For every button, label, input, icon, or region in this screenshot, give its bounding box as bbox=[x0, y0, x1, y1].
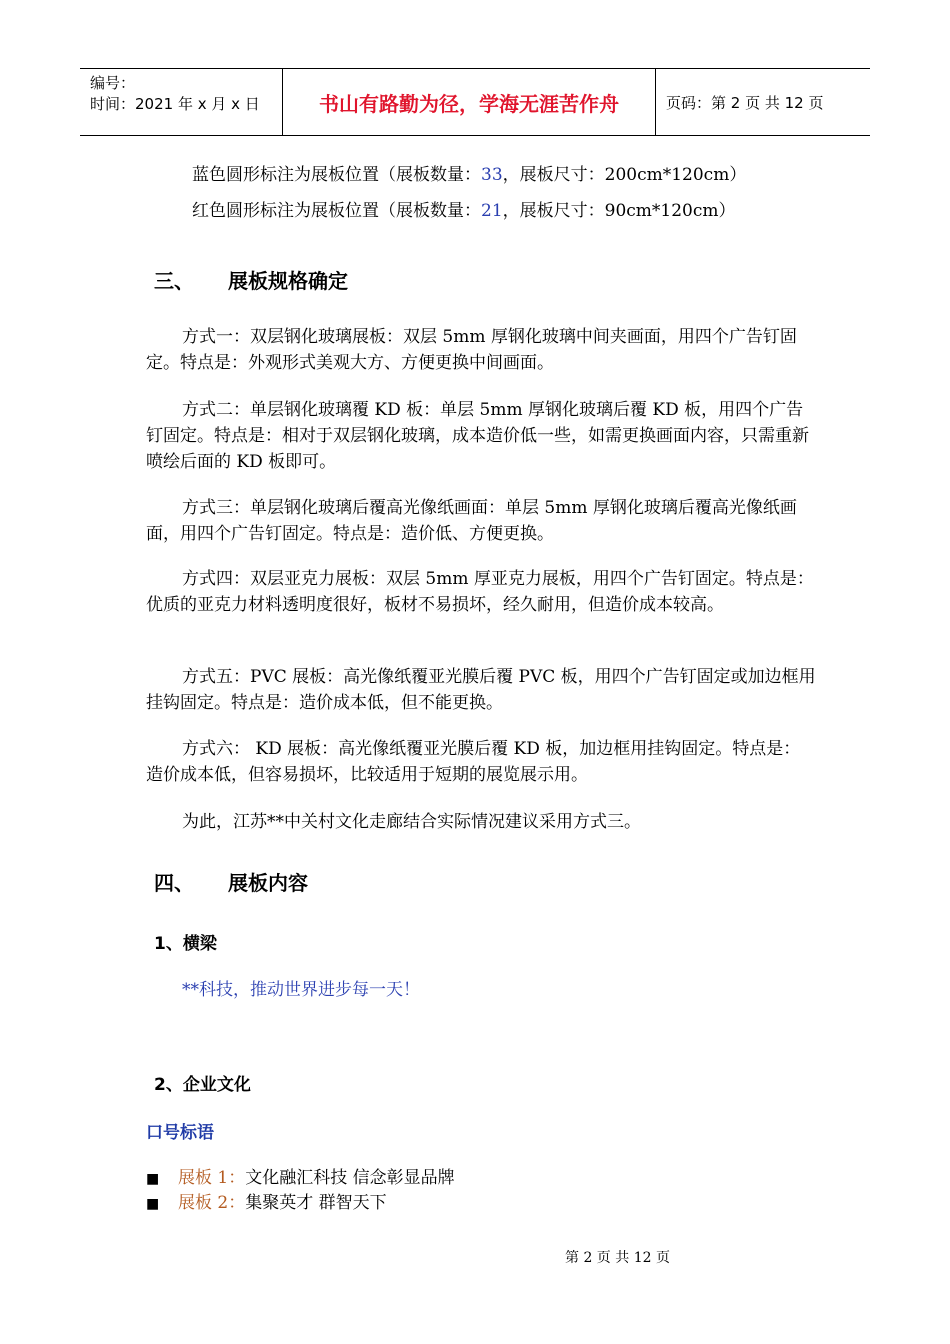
section-4-heading: 四、 展板内容 bbox=[154, 871, 308, 895]
beam-slogan: **科技，推动世界进步每一天！ bbox=[182, 980, 420, 1000]
document-number-label: 编号： bbox=[90, 74, 136, 92]
header-page-info: 页码：第 2 页 共 12 页 bbox=[666, 93, 824, 112]
section-3-heading: 三、 展板规格确定 bbox=[154, 269, 348, 293]
blue-count: 33 bbox=[481, 165, 503, 185]
subheading-culture: 2、企业文化 bbox=[154, 1075, 251, 1095]
paragraph-method-5: 方式五：PVC 展板：高光像纸覆亚光膜后覆 PVC 板，用四个广告钉固定或加边框用挂钩固定。特点是：造价成本低，但不能更换。 bbox=[146, 667, 816, 713]
blue-marker-note: 蓝色圆形标注为展板位置（展板数量：33，展板尺寸：200cm*120cm） bbox=[192, 165, 747, 185]
list-item: ■ 展板 1：文化融汇科技 信念彰显品牌 bbox=[146, 1168, 455, 1188]
document-date: 时间：2021 年 x 月 x 日 bbox=[90, 95, 260, 113]
header-motto: 书山有路勤为径，学海无涯苦作舟 bbox=[282, 69, 656, 135]
slogan-heading: 口号标语 bbox=[146, 1123, 214, 1143]
header-meta bbox=[80, 69, 282, 135]
page-header bbox=[80, 68, 870, 136]
black-square-icon: ■ bbox=[146, 1171, 160, 1187]
paragraph-method-4: 方式四：双层亚克力展板：双层 5mm 厚亚克力展板，用四个广告钉固定。特点是：优质的亚克力材料透明度很好，板材不易损坏，经久耐用，但造价成本较高。 bbox=[146, 569, 814, 615]
page-footer: 第 2 页 共 12 页 bbox=[565, 1250, 670, 1266]
paragraph-method-6: 方式六： KD 展板：高光像纸覆亚光膜后覆 KD 板，加边框用挂钩固定。特点是：造价成本低，但容易损坏，比较适用于短期的展览展示用。 bbox=[146, 739, 801, 785]
black-square-icon: ■ bbox=[146, 1196, 160, 1212]
paragraph-recommendation: 为此，江苏**中关村文化走廊结合实际情况建议采用方式三。 bbox=[182, 812, 641, 832]
subheading-beam: 1、横梁 bbox=[154, 934, 217, 954]
paragraph-method-1: 方式一：双层钢化玻璃展板：双层 5mm 厚钢化玻璃中间夹画面，用四个广告钉固定。特点是：外观形式美观大方、方便更换中间画面。 bbox=[146, 327, 797, 373]
list-item: ■ 展板 2：集聚英才 群智天下 bbox=[146, 1193, 387, 1213]
paragraph-method-2: 方式二：单层钢化玻璃覆 KD 板：单层 5mm 厚钢化玻璃后覆 KD 板，用四个广告钉固定。特点是：相对于双层钢化玻璃，成本造价低一些，如需更换画面内容，只需重新喷绘后面的 KD 板即可。 bbox=[146, 400, 809, 472]
red-marker-note: 红色圆形标注为展板位置（展板数量：21，展板尺寸：90cm*120cm） bbox=[192, 201, 736, 221]
red-count: 21 bbox=[481, 201, 503, 221]
paragraph-method-3: 方式三：单层钢化玻璃后覆高光像纸画面：单层 5mm 厚钢化玻璃后覆高光像纸画面，用四个广告钉固定。特点是：造价低、方便更换。 bbox=[146, 498, 797, 544]
